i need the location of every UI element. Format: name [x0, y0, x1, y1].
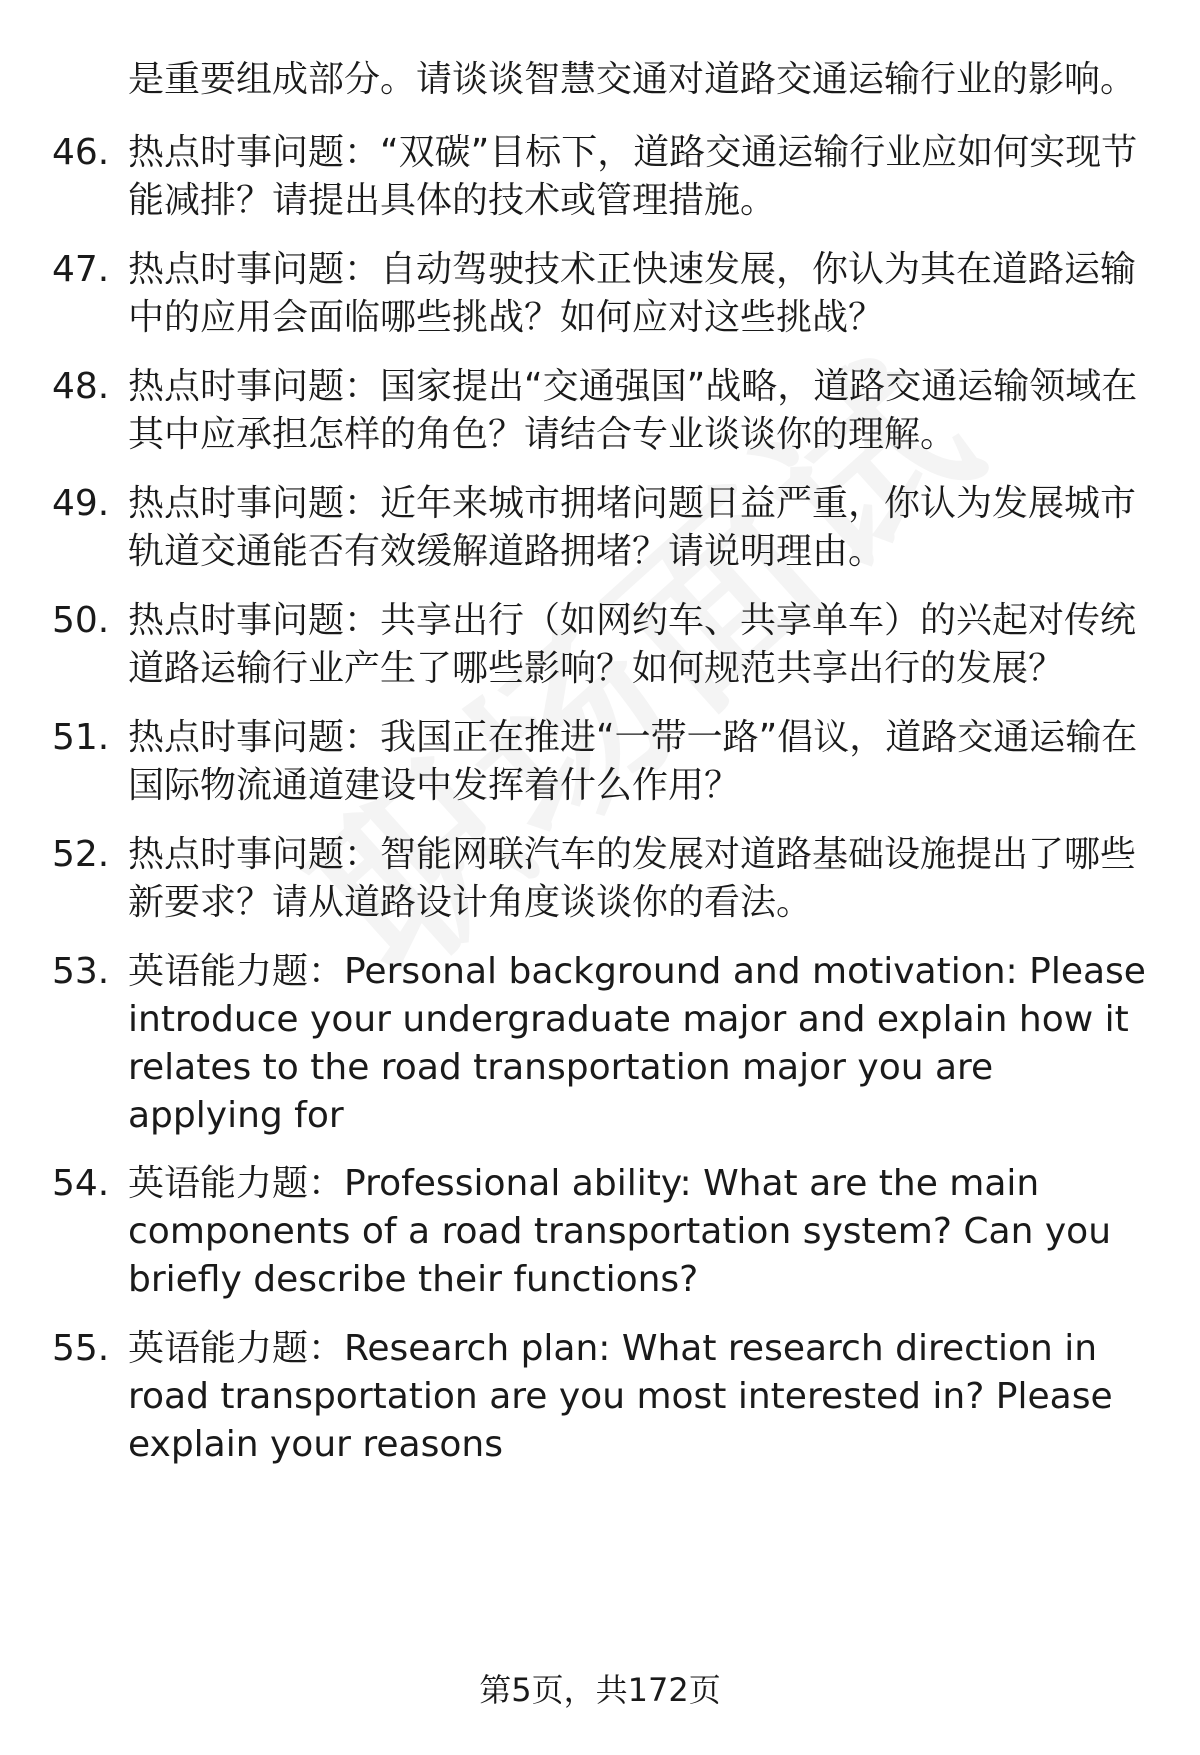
continuation-text: 是重要组成部分。请谈谈智慧交通对道路交通运输行业的影响。: [128, 59, 1137, 100]
question-text: 热点时事问题：我国正在推进“一带一路”倡议，道路交通运输在国际物流通道建设中发挥着什么作用？: [128, 717, 1138, 806]
question-number: 50.: [52, 600, 110, 641]
question-text: 热点时事问题：国家提出“交通强国”战略，道路交通运输领域在其中应承担怎样的角色？请结合专业谈谈你的理解。: [128, 366, 1138, 455]
question-text: 英语能力题：Personal background and motivation: Please introduce your undergraduate major and explain how it relates to the road transportation major you are applying for: [128, 951, 1146, 1136]
page-footer: 第5页，共172页: [479, 1671, 721, 1709]
question-number: 51.: [52, 717, 110, 758]
question-number: 54.: [52, 1163, 110, 1204]
question-number: 48.: [52, 366, 110, 407]
question-text: 英语能力题：Research plan: What research direction in road transportation are you most interested in? Please explain your reasons: [128, 1328, 1113, 1465]
question-text: 英语能力题：Professional ability: What are the main components of a road transportation system? Can you briefly describe their functions?: [128, 1163, 1112, 1300]
question-text: 热点时事问题：智能网联汽车的发展对道路基础设施提出了哪些新要求？请从道路设计角度谈谈你的看法。: [128, 834, 1137, 923]
question-number: 53.: [52, 951, 110, 992]
question-text: 热点时事问题：近年来城市拥堵问题日益严重，你认为发展城市轨道交通能否有效缓解道路拥堵？请说明理由。: [128, 483, 1137, 572]
question-number: 46.: [52, 132, 110, 173]
question-text: 热点时事问题：共享出行（如网约车、共享单车）的兴起对传统道路运输行业产生了哪些影响？如何规范共享出行的发展？: [128, 600, 1137, 689]
question-number: 49.: [52, 483, 110, 524]
question-text: 热点时事问题：“双碳”目标下，道路交通运输行业应如何实现节能减排？请提出具体的技术或管理措施。: [128, 132, 1138, 221]
question-text: 热点时事问题：自动驾驶技术正快速发展，你认为其在道路运输中的应用会面临哪些挑战？如何应对这些挑战？: [128, 249, 1137, 338]
question-number: 52.: [52, 834, 110, 875]
question-number: 47.: [52, 249, 110, 290]
question-number: 55.: [52, 1328, 110, 1369]
